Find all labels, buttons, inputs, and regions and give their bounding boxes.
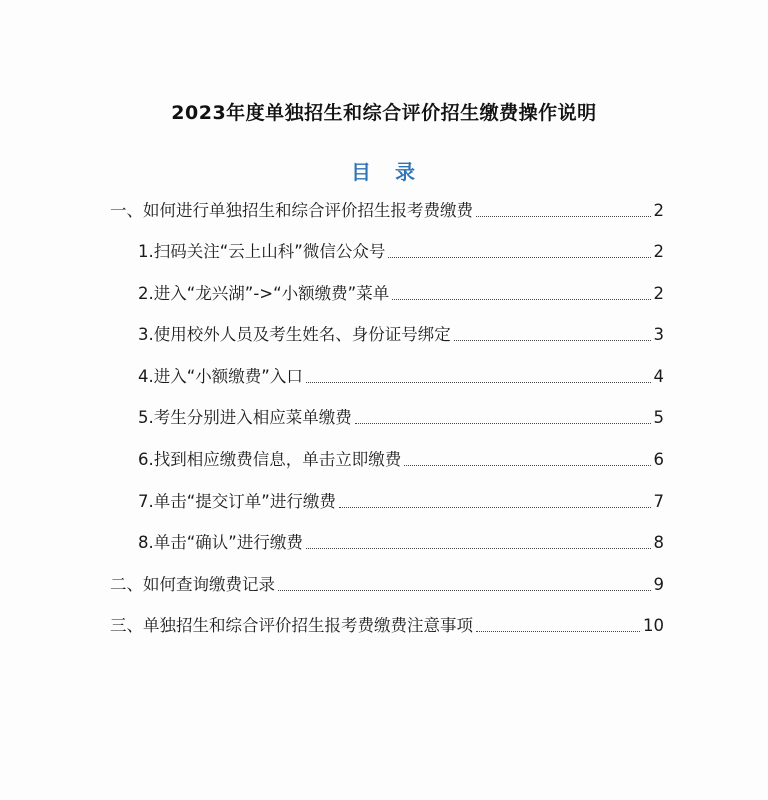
toc-entry[interactable] [110, 573, 664, 597]
toc-entry-label: 三、单独招生和综合评价招生报考费缴费注意事项 [110, 616, 473, 635]
toc-page-number: 2 [653, 242, 664, 261]
toc-leader-dots [476, 631, 640, 632]
toc-page-number: 4 [653, 367, 664, 386]
toc-entry[interactable] [138, 282, 664, 306]
toc-leader-dots [392, 299, 650, 300]
toc-entry-label: 一、如何进行单独招生和综合评价招生报考费缴费 [110, 201, 473, 220]
toc-page-number: 9 [653, 575, 664, 594]
toc-entry-label: 2.进入“龙兴湖”->“小额缴费”菜单 [138, 284, 390, 303]
toc-leader-dots [476, 216, 651, 217]
toc-entry[interactable] [138, 490, 664, 514]
toc-page-number: 3 [653, 325, 664, 344]
toc-heading: 目 录 [351, 160, 417, 184]
toc-entry-label: 二、如何查询缴费记录 [110, 575, 275, 594]
toc-entry-label: 8.单击“确认”进行缴费 [138, 533, 303, 552]
toc-leader-dots [454, 340, 651, 341]
toc-page-number: 8 [653, 533, 664, 552]
toc-entry[interactable] [138, 240, 664, 264]
toc-entry-label: 3.使用校外人员及考生姓名、身份证号绑定 [138, 325, 451, 344]
toc-entry-label: 6.找到相应缴费信息，单击立即缴费 [138, 450, 402, 469]
toc-entry[interactable] [138, 406, 664, 430]
toc-leader-dots [388, 257, 650, 258]
toc-entry-label: 4.进入“小额缴费”入口 [138, 367, 303, 386]
toc-page-number: 7 [653, 492, 664, 511]
toc-entry-label: 5.考生分别进入相应菜单缴费 [138, 408, 352, 427]
toc-entry[interactable] [138, 531, 664, 555]
toc-entry[interactable] [138, 365, 664, 389]
document-title: 2023年度单独招生和综合评价招生缴费操作说明 [171, 102, 597, 124]
toc-entry[interactable] [138, 448, 664, 472]
toc-leader-dots [339, 507, 651, 508]
toc-leader-dots [278, 590, 651, 591]
toc-leader-dots [355, 423, 651, 424]
toc-leader-dots [306, 548, 651, 549]
toc-page-number: 2 [653, 284, 664, 303]
toc-entry-label: 7.单击“提交订单”进行缴费 [138, 492, 336, 511]
toc-page-number: 6 [653, 450, 664, 469]
toc-entry-label: 1.扫码关注“云上山科”微信公众号 [138, 242, 386, 261]
toc-leader-dots [404, 465, 650, 466]
toc-page-number: 10 [643, 616, 664, 635]
toc-leader-dots [306, 382, 651, 383]
toc-page-number: 5 [653, 408, 664, 427]
toc-page-number: 2 [653, 201, 664, 220]
toc-entry[interactable] [110, 199, 664, 223]
toc-entry[interactable] [138, 323, 664, 347]
toc-entry[interactable] [110, 614, 664, 638]
